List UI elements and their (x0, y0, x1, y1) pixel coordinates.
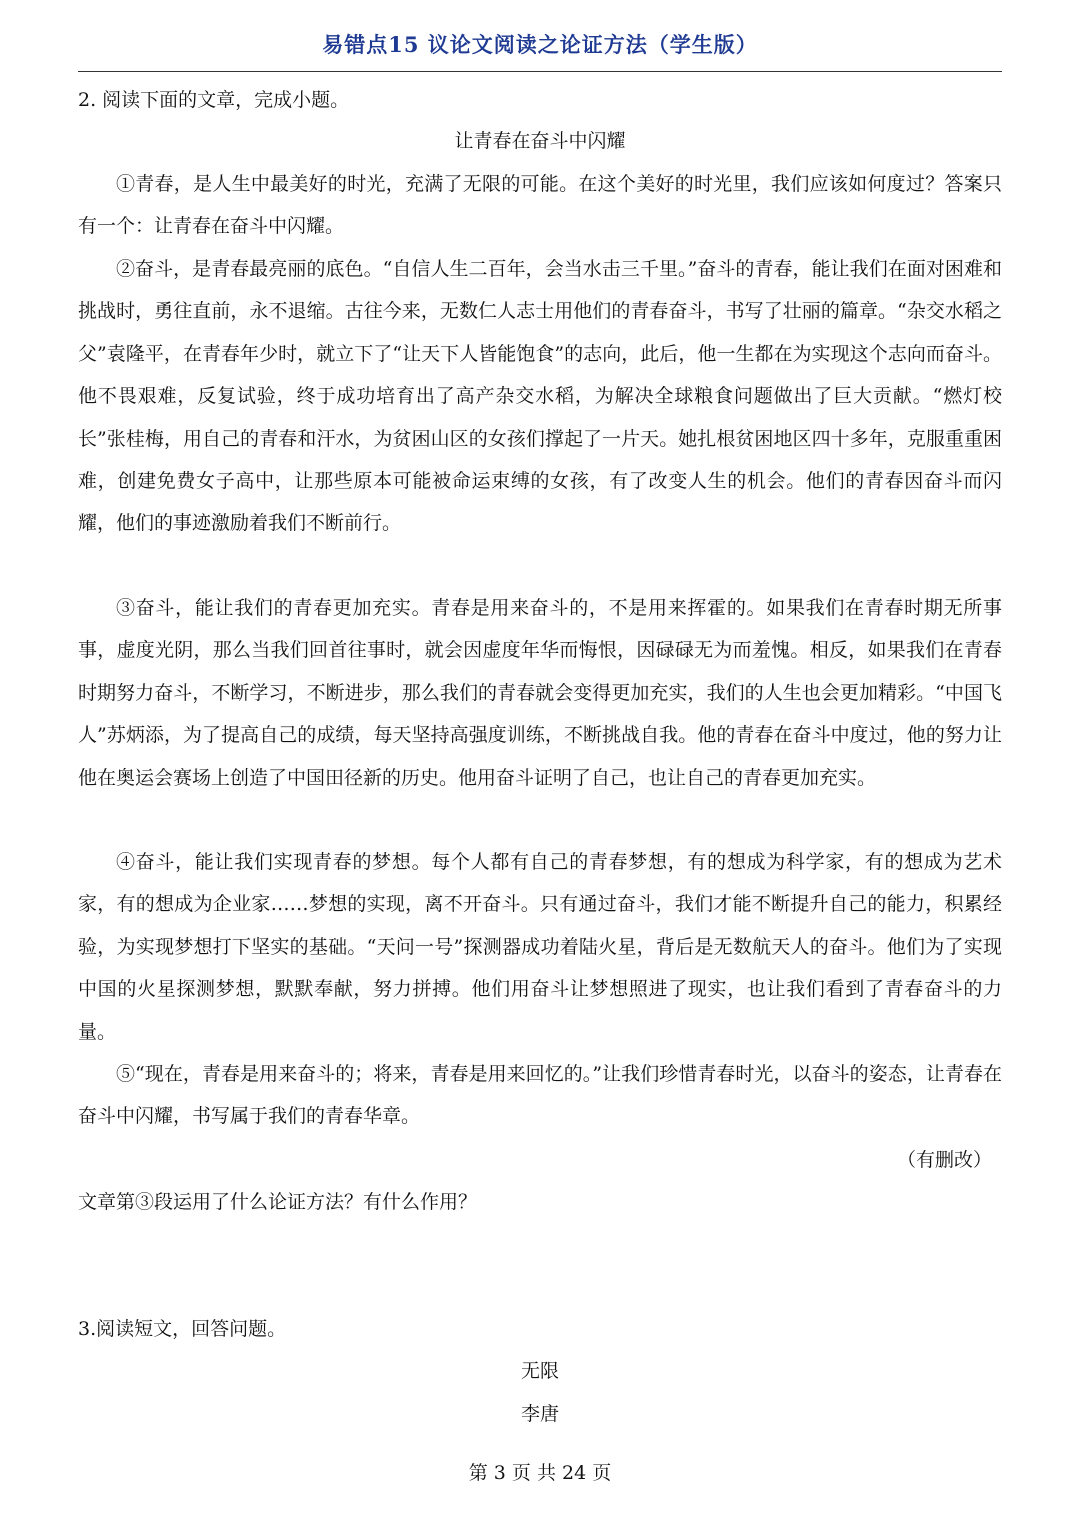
article-3-author: 李唐 (520, 1403, 559, 1425)
paragraph-2: ②奋斗，是青春最亮丽的底色。“自信人生二百年，会当水击三千里。”奋斗的青春，能让我们在面对困难和挑战时，勇往直前，永不退缩。古往今来，无数仁人志士用他们的青春奋斗，书写了壮丽的篇章。“杂交水稻之父”袁隆平，在青春年少时，就立下了“让天下人皆能饱食”的志向，此后，他一生都在为实现这个志向而奋斗。他不畏艰难，反复试验，终于成功培育出了高产杂交水稻，为解决全球粮食问题做出了巨大贡献。“燃灯校长”张桂梅，用自己的青春和汗水，为贫困山区的女孩们撑起了一片天。她扎根贫困地区四十多年，克服重重困难，创建免费女子高中，让那些原本可能被命运束缚的女孩，有了改变人生的机会。他们的青春因奋斗而闪耀，他们的事迹激励着我们不断前行。 (78, 258, 1002, 535)
article-title: 让青春在奋斗中闪耀 (454, 130, 626, 152)
question-3-prompt: 3.阅读短文，回答问题。 (78, 1318, 287, 1340)
paragraph-4: ④奋斗，能让我们实现青春的梦想。每个人都有自己的青春梦想，有的想成为科学家，有的想成为艺术家，有的想成为企业家……梦想的实现，离不开奋斗。只有通过奋斗，我们才能不断提升自己的能力，积累经验，为实现梦想打下坚实的基础。“天问一号”探测器成功着陆火星，背后是无数航天人的奋斗。他们为了实现中国的火星探测梦想，默默奉献，努力拼搏。他们用奋斗让梦想照进了现实，也让我们看到了青春奋斗的力量。 (78, 851, 1002, 1043)
paragraph-1: ①青春，是人生中最美好的时光，充满了无限的可能。在这个美好的时光里，我们应该如何度过？答案只有一个：让青春在奋斗中闪耀。 (78, 173, 1002, 238)
question-2-prompt: 2. 阅读下面的文章，完成小题。 (78, 89, 350, 111)
page-header-title: 易错点15 议论文阅读之论证方法（学生版） (322, 32, 758, 57)
question-2-text: 文章第③段运用了什么论证方法？有什么作用？ (78, 1191, 478, 1213)
paragraph-5: ⑤“现在，青春是用来奋斗的；将来，青春是用来回忆的。”让我们珍惜青春时光，以奋斗的姿态，让青春在奋斗中闪耀，书写属于我们的青春华章。 (78, 1063, 1002, 1128)
source-note: （有删改） (896, 1149, 992, 1171)
page-footer: 第 3 页 共 24 页 (468, 1462, 612, 1484)
article-3-title: 无限 (520, 1360, 559, 1382)
header-divider (78, 71, 1002, 72)
paragraph-3: ③奋斗，能让我们的青春更加充实。青春是用来奋斗的，不是用来挥霍的。如果我们在青春时期无所事事，虚度光阴，那么当我们回首往事时，就会因虚度年华而悔恨，因碌碌无为而羞愧。相反，如果我们在青春时期努力奋斗，不断学习，不断进步，那么我们的青春就会变得更加充实，我们的人生也会更加精彩。“中国飞人”苏炳添，为了提高自己的成绩，每天坚持高强度训练，不断挑战自我。他的青春在奋斗中度过，他的努力让他在奥运会赛场上创造了中国田径新的历史。他用奋斗证明了自己，也让自己的青春更加充实。 (78, 597, 1002, 789)
